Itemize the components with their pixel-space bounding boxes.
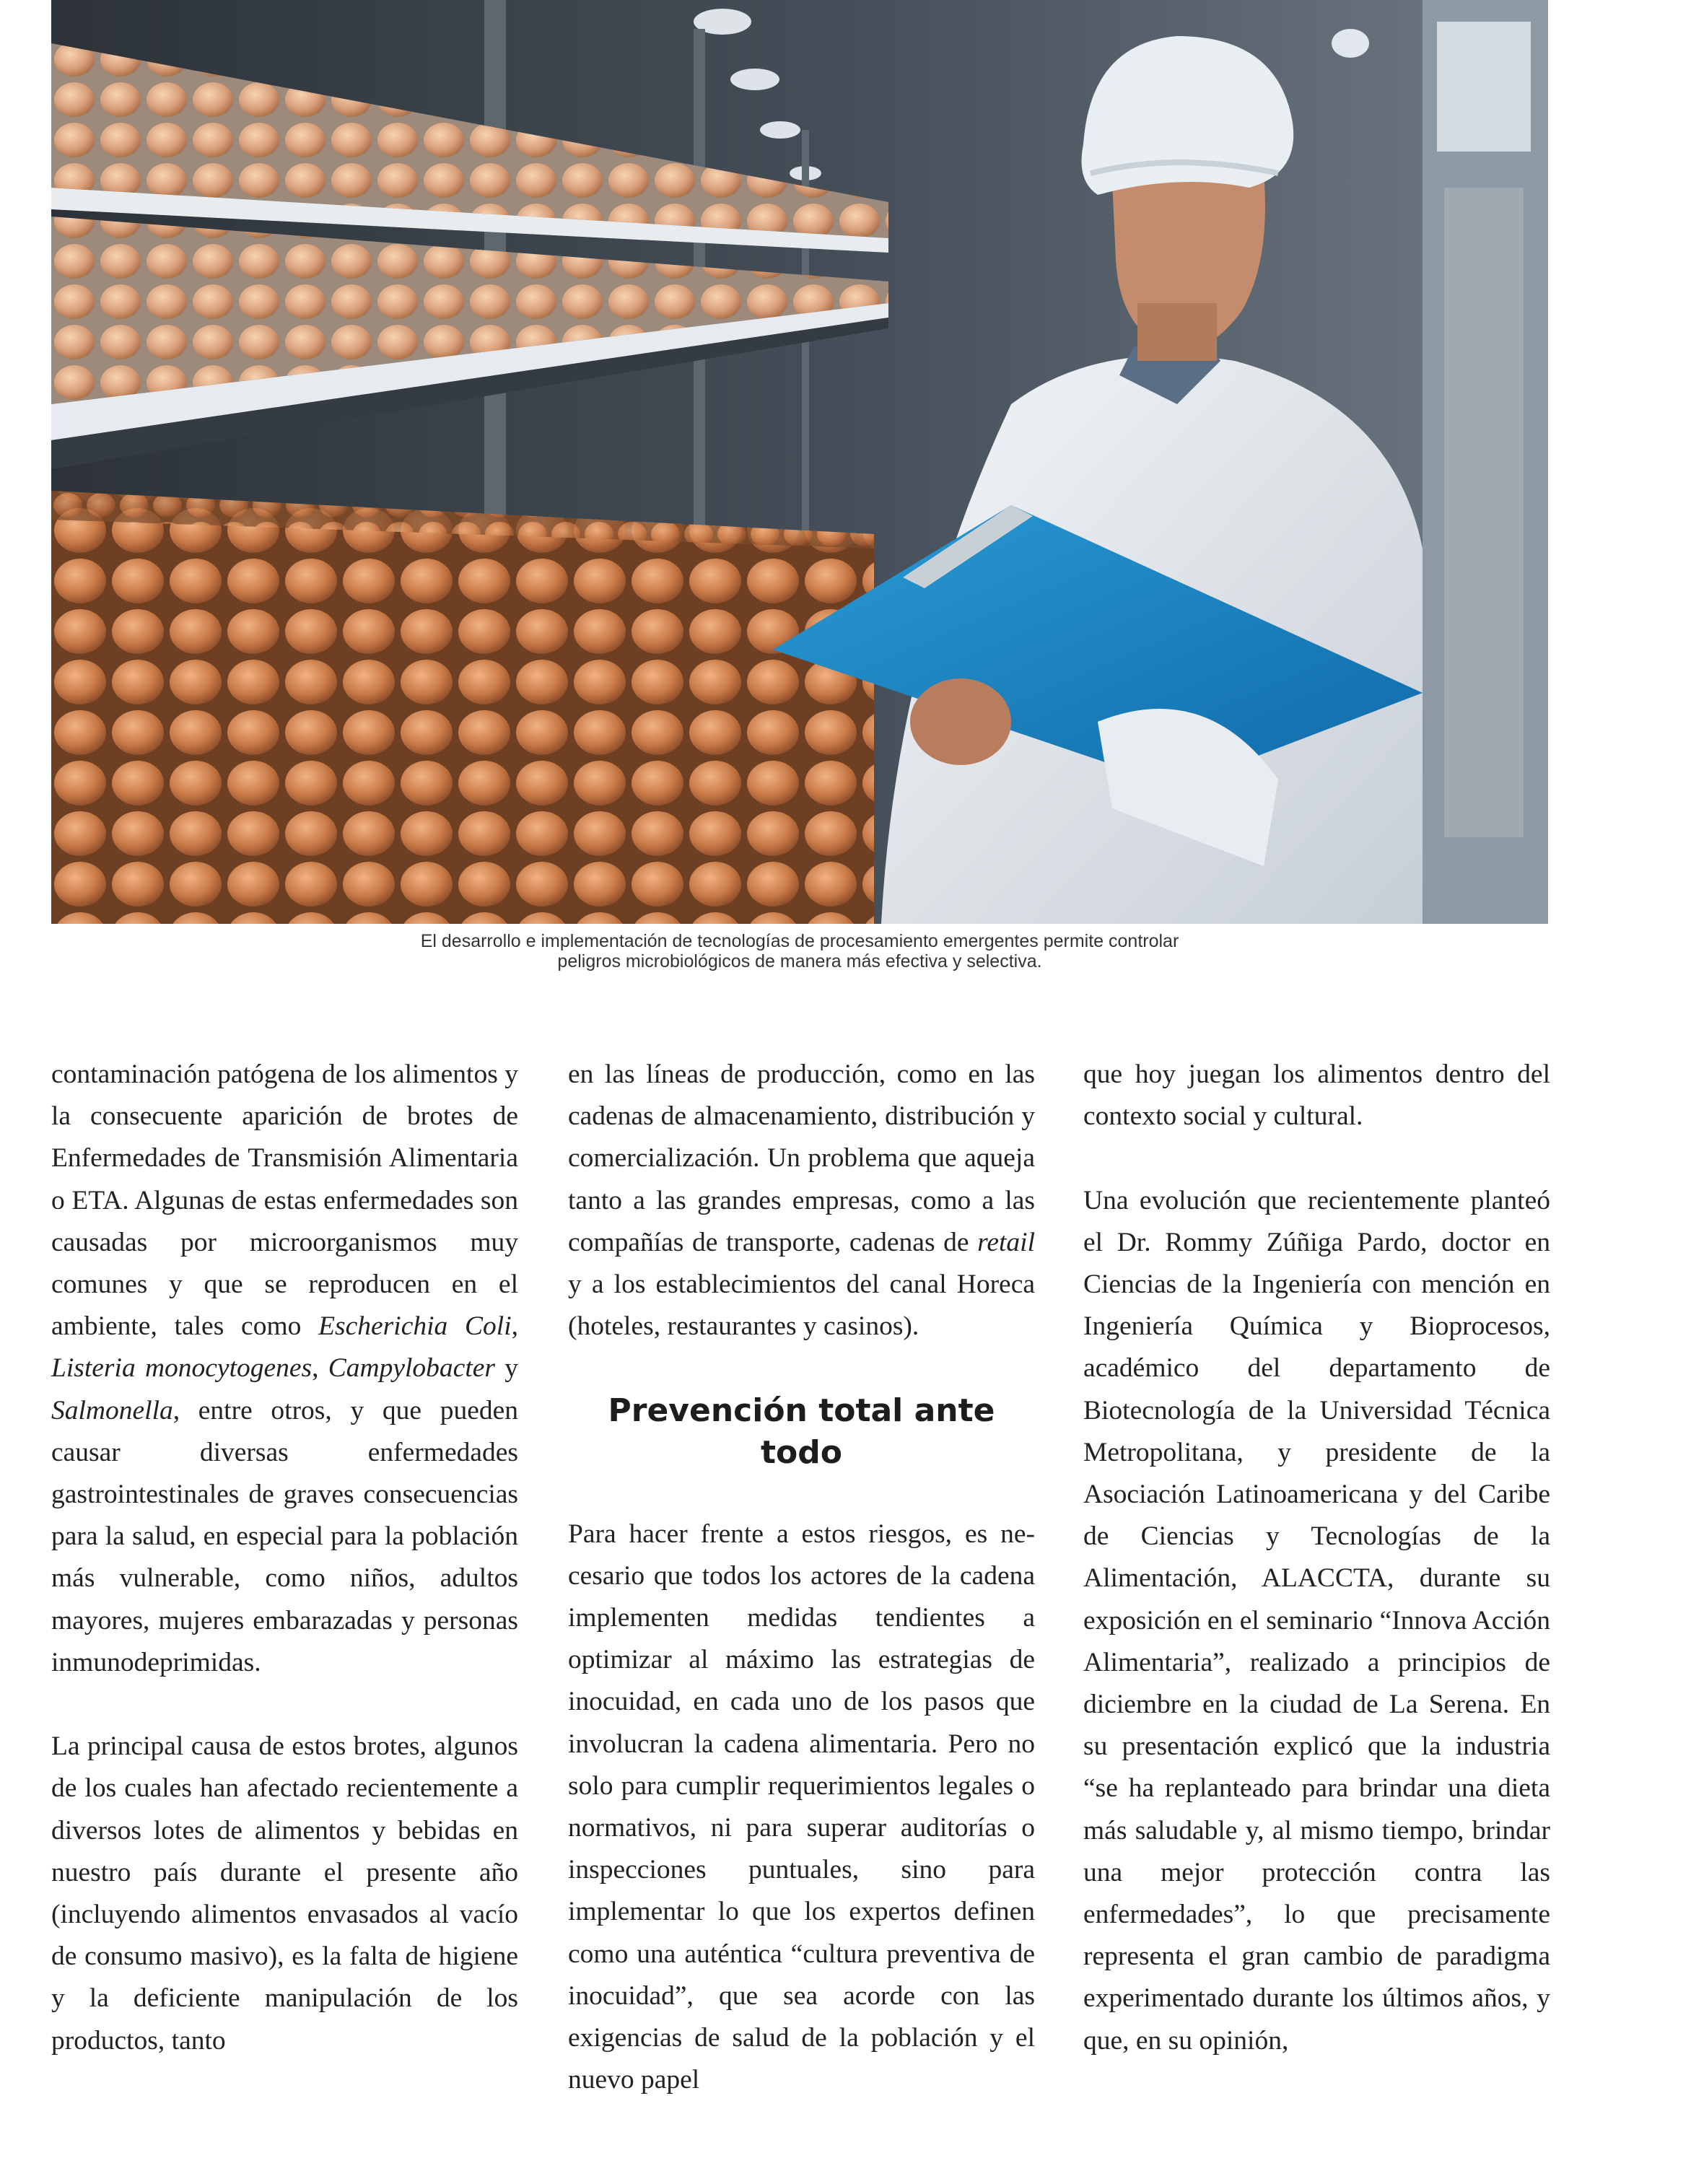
text-run: , (511, 1311, 518, 1342)
caption-line-1: El desarrollo e implementación de tecnologías de procesamiento emergentes permite controlar (420, 931, 1179, 951)
caption-line-2: peligros microbiológicos de manera más efectiva y selectiva. (557, 951, 1042, 971)
egg-inspection-photo (51, 0, 1548, 924)
article-column-3 (1083, 1054, 1550, 2062)
text-run: y a los establecimientos del canal Horeca (hoteles, restaurantes y casinos). (568, 1270, 1035, 1342)
paragraph: que hoy juegan los alimentos dentro del contexto social y cultural. (1083, 1060, 1550, 1132)
text-run: en las líneas de producción, como en las cadenas de almacenamiento, distribución y comercialización. Un problema que aqueja tanto a las grandes empresas, como a las compañías de transporte, cadenas de (568, 1060, 1035, 1257)
section-subheading: Prevención total ante todo (608, 1392, 995, 1471)
species-name: Listeria monocytogenes (51, 1353, 313, 1384)
article-photo (51, 0, 1548, 924)
text-run: , (312, 1353, 328, 1384)
paragraph: Para hacer frente a estos riesgos, es necesario que todos los actores de la cadena implementen medidas tendientes a optimizar al máximo las estrategias de inocuidad, en cada uno de los pasos que involucran la cadena alimentaria. Pero no solo para cumplir requerimientos legales o normativos, ni para superar auditorías o inspecciones puntuales, sino para implementar lo que los expertos definen como una auténtica “cultura preventiva de inocuidad”, que sea acorde con las exigencias de salud de la población y el nuevo papel (568, 1519, 1035, 2095)
species-name: Escherichia Coli (318, 1311, 512, 1342)
paragraph: La principal causa de estos brotes, algunos de los cuales han afectado recientemente a diversos lotes de alimentos y bebidas en nuestro país durante el presente año (incluyendo alimentos envasados al vacío de consumo masivo), es la falta de higiene y la deficiente manipulación de los productos, tanto (51, 1731, 518, 2056)
emphasis-word: retail (977, 1227, 1035, 1257)
paragraph (568, 1054, 1035, 1347)
paragraph: Una evolución que recientemente planteó el Dr. Rommy Zúñiga Pardo, doctor en Ciencias de la Ingeniería con mención en Ingeniería Química y Bioprocesos, académico del departamento de Biotecnología de la Universidad Técnica Metropolitana, y presidente de la Asociación Latinoamericana y del Caribe de Ciencias y Tecnologías de la Alimentación, ALACCTA, durante su exposición en el seminario “Innova Acción Alimentaria”, realizado a principios de diciembre en la ciudad de La Serena. En su presentación explicó que la industria “se ha replanteado para brindar una dieta más saludable y, al mismo tiempo, brindar una mejor protección contra las enfermedades”, lo que precisamente representa el gran cambio de paradigma experimentado durante los últimos años, y que, en su opinión, (1083, 1185, 1550, 2056)
photo-caption (51, 931, 1548, 971)
text-run: y (494, 1353, 518, 1384)
article-column-1 (51, 1054, 518, 2062)
paragraph (51, 1054, 518, 1684)
species-name: Salmonella (51, 1395, 173, 1425)
text-run: , entre otros, y que pueden causar diversas enfermedades gastrointestinales de graves consecuencias para la salud, en especial para la población más vulnerable, como niños, adultos mayores, mujeres embarazadas y personas inmunodeprimidas. (51, 1395, 518, 1677)
species-name: Campylobacter (328, 1353, 495, 1384)
article-column-2 (568, 1054, 1035, 2101)
text-run: contaminación patógena de los alimentos y la consecuente aparición de brotes de Enfermedades de Transmisión Alimentaria o ETA. Algunas de estas enfermedades son causadas por microorganismos muy comunes y que se reproducen en el ambiente, tales como (51, 1060, 518, 1342)
